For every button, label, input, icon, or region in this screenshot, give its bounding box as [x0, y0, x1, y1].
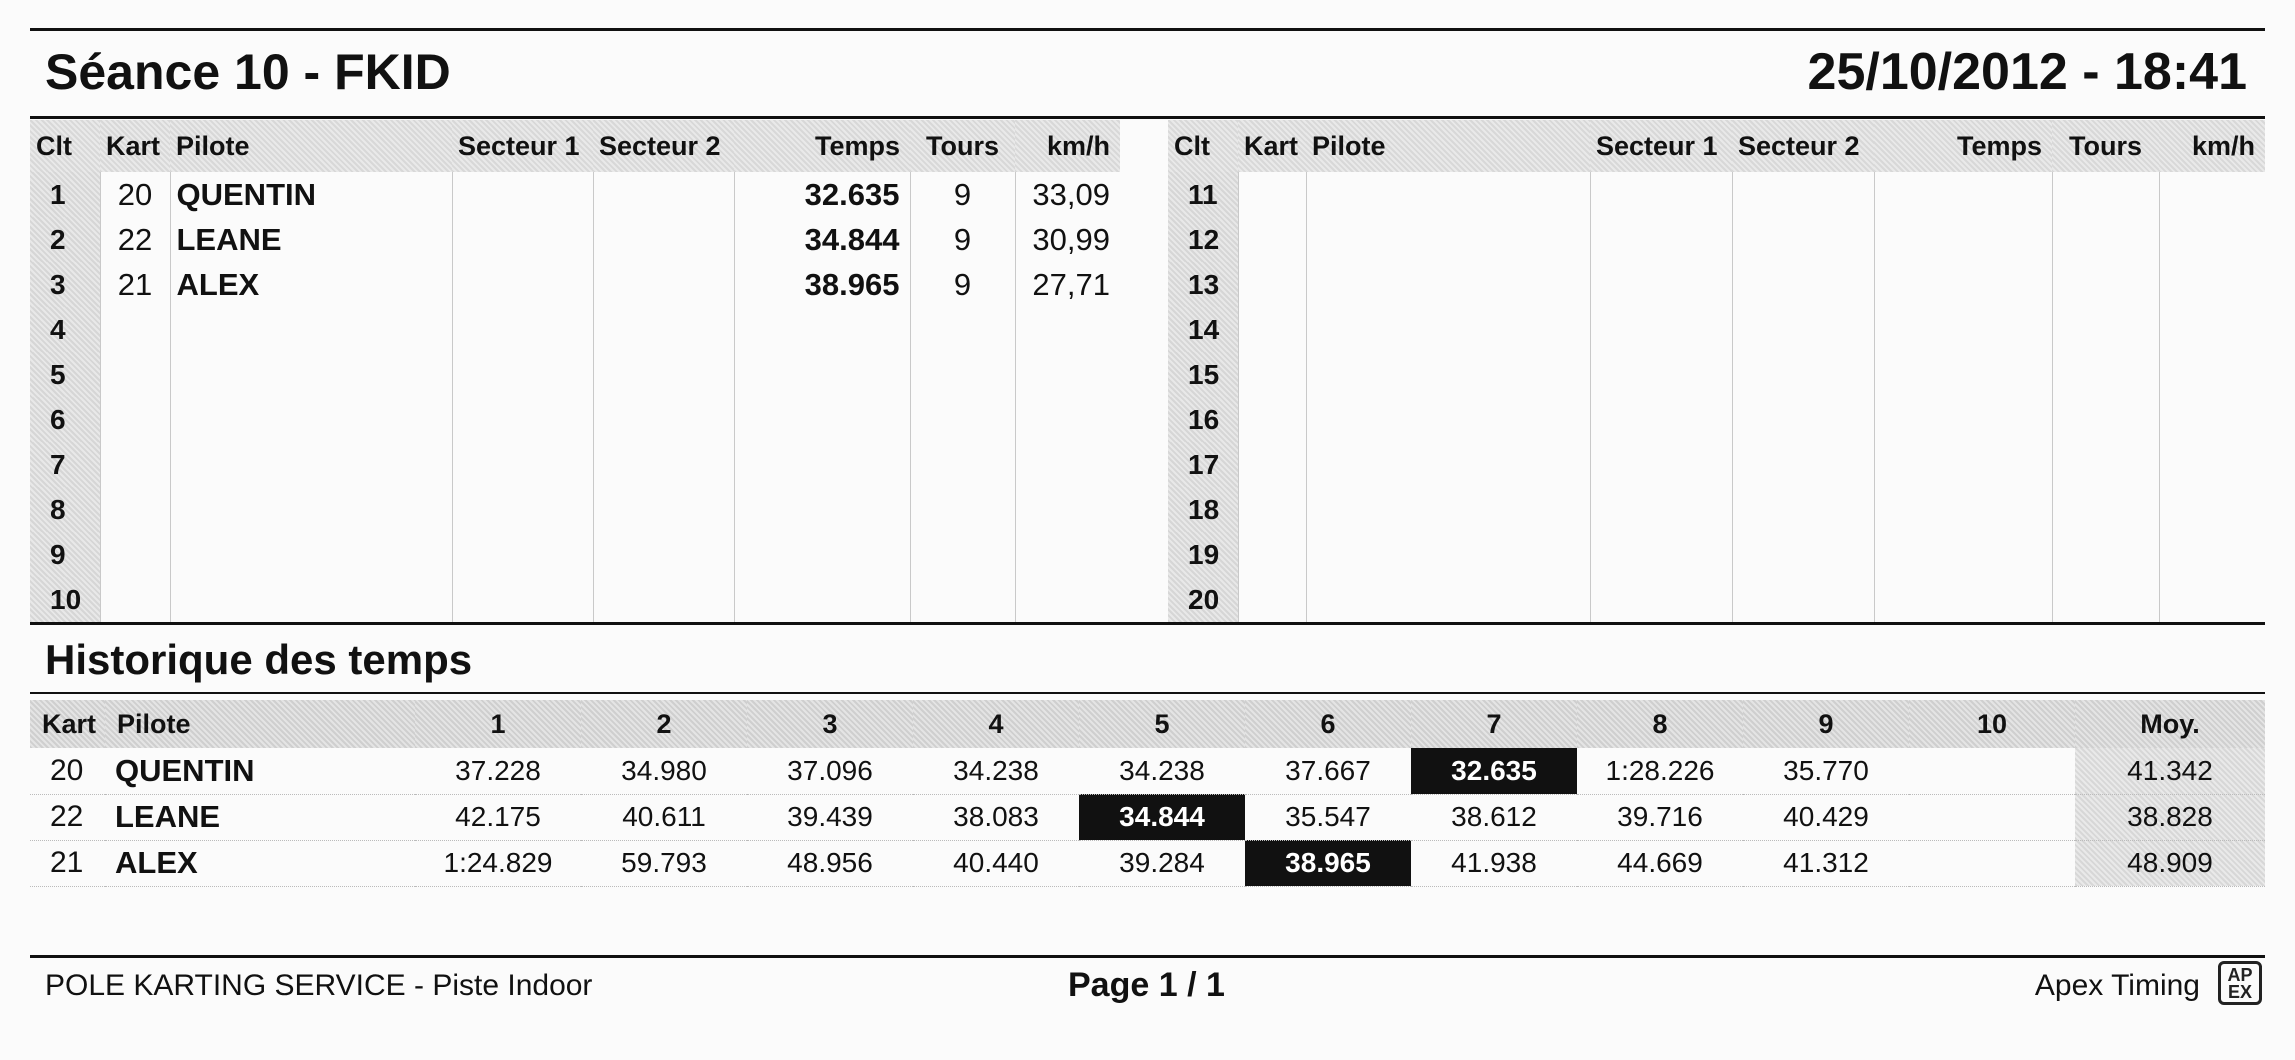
classification-row [30, 172, 1120, 217]
laps-cell [2052, 397, 2159, 442]
col-clt: Clt [1168, 120, 1238, 172]
lap-time-cell: 39.284 [1079, 840, 1245, 886]
lap-time-cell: 37.667 [1245, 748, 1411, 794]
pilot-name-cell [170, 397, 452, 442]
laps-cell [2052, 172, 2159, 217]
col-tours: Tours [910, 120, 1015, 172]
page-indicator: Page 1 / 1 [1068, 966, 1225, 1004]
kart-cell: 20 [100, 172, 170, 217]
average-cell: 48.909 [2075, 840, 2265, 886]
sector-1-cell [1590, 487, 1732, 532]
speed-cell [2159, 307, 2265, 352]
sector-1-cell [452, 577, 593, 622]
best-time-cell: 32.635 [734, 172, 910, 217]
history-row [30, 748, 2265, 794]
sector-2-cell [1732, 217, 1874, 262]
sector-1-cell [1590, 532, 1732, 577]
position-cell: 8 [30, 487, 100, 532]
sector-1-cell [1590, 397, 1732, 442]
speed-cell: 33,09 [1015, 172, 1120, 217]
classification-row [30, 532, 1120, 577]
sector-1-cell [452, 352, 593, 397]
kart-cell [1238, 307, 1306, 352]
sector-2-cell [1732, 397, 1874, 442]
speed-cell [1015, 352, 1120, 397]
col-pilote: Pilote [1306, 120, 1590, 172]
laps-cell: 9 [910, 262, 1015, 307]
sector-2-cell [1732, 307, 1874, 352]
speed-cell [1015, 532, 1120, 577]
pilot-name-cell: ALEX [170, 262, 452, 307]
col-tours: Tours [2052, 120, 2159, 172]
pilot-name-cell [170, 307, 452, 352]
col-clt: Clt [30, 120, 100, 172]
classification-row [30, 577, 1120, 622]
laps-cell [910, 442, 1015, 487]
classification-row [30, 442, 1120, 487]
position-cell: 18 [1168, 487, 1238, 532]
history-col-header: Kart [30, 700, 105, 748]
history-col-header: 6 [1245, 700, 1411, 748]
best-time-cell: 38.965 [734, 262, 910, 307]
pilot-name-cell [170, 487, 452, 532]
sector-1-cell [1590, 217, 1732, 262]
lap-time-cell: 38.612 [1411, 794, 1577, 840]
history-col-header: 4 [913, 700, 1079, 748]
speed-cell [2159, 352, 2265, 397]
best-time-cell [1874, 217, 2052, 262]
best-time-cell [734, 352, 910, 397]
history-table [30, 700, 2265, 887]
laps-cell [2052, 217, 2159, 262]
position-cell: 5 [30, 352, 100, 397]
best-lap-cell: 34.844 [1079, 794, 1245, 840]
history-col-header: 1 [415, 700, 581, 748]
classification-row [30, 217, 1120, 262]
col-secteur-1: Secteur 1 [452, 120, 593, 172]
lap-time-cell [1909, 794, 2075, 840]
position-cell: 14 [1168, 307, 1238, 352]
history-pilot-cell: LEANE [105, 794, 415, 840]
lap-time-cell: 34.238 [913, 748, 1079, 794]
classification-header-row [1168, 120, 2265, 172]
lap-time-cell: 39.716 [1577, 794, 1743, 840]
speed-cell [2159, 532, 2265, 577]
laps-cell [910, 397, 1015, 442]
pilot-name-cell [1306, 442, 1590, 487]
col-temps: Temps [734, 120, 910, 172]
speed-cell [2159, 487, 2265, 532]
kart-cell [100, 352, 170, 397]
best-time-cell [734, 442, 910, 487]
laps-cell [2052, 352, 2159, 397]
sector-2-cell [593, 487, 734, 532]
best-time-cell [1874, 172, 2052, 217]
history-rule [30, 692, 2265, 694]
lap-time-cell: 41.938 [1411, 840, 1577, 886]
pilot-name-cell [1306, 487, 1590, 532]
classification-row [30, 352, 1120, 397]
position-cell: 1 [30, 172, 100, 217]
position-cell: 20 [1168, 577, 1238, 622]
lap-time-cell [1909, 748, 2075, 794]
footer-vendor: Apex Timing [2034, 969, 2200, 1002]
kart-cell [1238, 172, 1306, 217]
sector-1-cell [1590, 352, 1732, 397]
col-kmh: km/h [2159, 120, 2265, 172]
history-col-header: 9 [1743, 700, 1909, 748]
speed-cell [2159, 397, 2265, 442]
sector-1-cell [1590, 307, 1732, 352]
history-col-header: Moy. [2075, 700, 2265, 748]
pilot-name-cell [1306, 577, 1590, 622]
sector-2-cell [1732, 262, 1874, 307]
kart-cell [1238, 262, 1306, 307]
position-cell: 7 [30, 442, 100, 487]
history-kart-cell: 20 [30, 748, 105, 794]
lap-time-cell: 37.228 [415, 748, 581, 794]
sector-1-cell [452, 307, 593, 352]
history-title: Historique des temps [45, 636, 473, 683]
speed-cell [2159, 577, 2265, 622]
lap-time-cell: 40.611 [581, 794, 747, 840]
sector-1-cell [452, 442, 593, 487]
kart-cell [100, 532, 170, 577]
kart-cell [1238, 442, 1306, 487]
position-cell: 15 [1168, 352, 1238, 397]
lap-time-cell: 35.547 [1245, 794, 1411, 840]
classification-row [1168, 577, 2265, 622]
sector-1-cell [452, 397, 593, 442]
lap-time-cell: 40.440 [913, 840, 1079, 886]
position-cell: 4 [30, 307, 100, 352]
speed-cell [2159, 217, 2265, 262]
classification-row [1168, 532, 2265, 577]
average-cell: 41.342 [2075, 748, 2265, 794]
col-temps: Temps [1874, 120, 2052, 172]
classification-row [1168, 262, 2265, 307]
position-cell: 19 [1168, 532, 1238, 577]
history-col-header: 5 [1079, 700, 1245, 748]
sector-1-cell [452, 172, 593, 217]
pilot-name-cell [170, 442, 452, 487]
classification-bottom-rule [30, 622, 2265, 625]
pilot-name-cell [170, 352, 452, 397]
lap-time-cell [1909, 840, 2075, 886]
sector-2-cell [1732, 352, 1874, 397]
history-pilot-cell: ALEX [105, 840, 415, 886]
sector-2-cell [1732, 577, 1874, 622]
best-time-cell [1874, 307, 2052, 352]
best-time-cell [1874, 577, 2052, 622]
classification-row [1168, 307, 2265, 352]
pilot-name-cell [1306, 262, 1590, 307]
history-col-header: 10 [1909, 700, 2075, 748]
lap-time-cell: 42.175 [415, 794, 581, 840]
speed-cell [1015, 577, 1120, 622]
lap-time-cell: 38.083 [913, 794, 1079, 840]
position-cell: 9 [30, 532, 100, 577]
history-row [30, 840, 2265, 886]
kart-cell [1238, 397, 1306, 442]
position-cell: 16 [1168, 397, 1238, 442]
classification-row [30, 262, 1120, 307]
sector-1-cell [452, 262, 593, 307]
history-col-header: 8 [1577, 700, 1743, 748]
best-time-cell [734, 487, 910, 532]
sector-2-cell [593, 172, 734, 217]
classification-row [1168, 487, 2265, 532]
history-col-header: Pilote [105, 700, 415, 748]
sector-1-cell [1590, 172, 1732, 217]
lap-time-cell: 35.770 [1743, 748, 1909, 794]
history-col-header: 2 [581, 700, 747, 748]
classification-row [30, 397, 1120, 442]
lap-time-cell: 59.793 [581, 840, 747, 886]
history-header-row [30, 700, 2265, 748]
col-secteur-2: Secteur 2 [593, 120, 734, 172]
sector-2-cell [1732, 532, 1874, 577]
classification-table-left [30, 120, 1120, 622]
laps-cell [2052, 442, 2159, 487]
lap-time-cell: 39.439 [747, 794, 913, 840]
best-time-cell [1874, 487, 2052, 532]
sector-1-cell [1590, 262, 1732, 307]
kart-cell [1238, 487, 1306, 532]
position-cell: 17 [1168, 442, 1238, 487]
best-time-cell [734, 532, 910, 577]
classification-row [1168, 352, 2265, 397]
sector-2-cell [593, 397, 734, 442]
speed-cell [2159, 442, 2265, 487]
pilot-name-cell [1306, 172, 1590, 217]
laps-cell: 9 [910, 172, 1015, 217]
pilot-name-cell [170, 577, 452, 622]
sector-2-cell [593, 577, 734, 622]
lap-time-cell: 1:28.226 [1577, 748, 1743, 794]
pilot-name-cell [170, 532, 452, 577]
laps-cell [910, 352, 1015, 397]
position-cell: 6 [30, 397, 100, 442]
col-kmh: km/h [1015, 120, 1120, 172]
classification-row [1168, 172, 2265, 217]
position-cell: 2 [30, 217, 100, 262]
lap-time-cell: 34.238 [1079, 748, 1245, 794]
kart-cell [100, 397, 170, 442]
history-kart-cell: 22 [30, 794, 105, 840]
apex-logo-icon: AP EX [2218, 961, 2262, 1005]
speed-cell [1015, 397, 1120, 442]
kart-cell: 22 [100, 217, 170, 262]
sector-2-cell [1732, 442, 1874, 487]
speed-cell [1015, 442, 1120, 487]
sector-1-cell [452, 487, 593, 532]
lap-time-cell: 44.669 [1577, 840, 1743, 886]
laps-cell [910, 487, 1015, 532]
sector-1-cell [452, 532, 593, 577]
laps-cell [2052, 532, 2159, 577]
best-lap-cell: 38.965 [1245, 840, 1411, 886]
laps-cell [2052, 307, 2159, 352]
kart-cell [1238, 532, 1306, 577]
pilot-name-cell [1306, 307, 1590, 352]
kart-cell [1238, 352, 1306, 397]
classification-row [1168, 442, 2265, 487]
best-time-cell [734, 397, 910, 442]
sector-1-cell [452, 217, 593, 262]
session-datetime: 25/10/2012 - 18:41 [1807, 43, 2247, 101]
header-rule [30, 116, 2265, 119]
history-col-header: 3 [747, 700, 913, 748]
best-time-cell [1874, 532, 2052, 577]
col-kart: Kart [100, 120, 170, 172]
laps-cell [910, 307, 1015, 352]
position-cell: 10 [30, 577, 100, 622]
sector-2-cell [593, 307, 734, 352]
lap-time-cell: 48.956 [747, 840, 913, 886]
history-pilot-cell: QUENTIN [105, 748, 415, 794]
classification-row [30, 487, 1120, 532]
speed-cell [1015, 487, 1120, 532]
classification-row [1168, 397, 2265, 442]
laps-cell [2052, 487, 2159, 532]
sector-2-cell [1732, 487, 1874, 532]
sector-2-cell [593, 352, 734, 397]
speed-cell [2159, 262, 2265, 307]
sector-1-cell [1590, 577, 1732, 622]
sector-1-cell [1590, 442, 1732, 487]
laps-cell [2052, 577, 2159, 622]
sector-2-cell [593, 532, 734, 577]
best-time-cell [1874, 352, 2052, 397]
laps-cell [910, 577, 1015, 622]
col-secteur-1: Secteur 1 [1590, 120, 1732, 172]
speed-cell: 27,71 [1015, 262, 1120, 307]
top-rule [30, 28, 2265, 31]
lap-time-cell: 41.312 [1743, 840, 1909, 886]
kart-cell [100, 487, 170, 532]
col-kart: Kart [1238, 120, 1306, 172]
speed-cell: 30,99 [1015, 217, 1120, 262]
best-lap-cell: 32.635 [1411, 748, 1577, 794]
best-time-cell [734, 307, 910, 352]
history-row [30, 794, 2265, 840]
best-time-cell [1874, 262, 2052, 307]
kart-cell: 21 [100, 262, 170, 307]
kart-cell [1238, 217, 1306, 262]
sector-2-cell [593, 217, 734, 262]
sector-2-cell [593, 262, 734, 307]
lap-time-cell: 1:24.829 [415, 840, 581, 886]
history-kart-cell: 21 [30, 840, 105, 886]
footer-rule [30, 955, 2265, 958]
kart-cell [100, 442, 170, 487]
laps-cell [910, 532, 1015, 577]
classification-row [30, 307, 1120, 352]
pilot-name-cell: QUENTIN [170, 172, 452, 217]
kart-cell [100, 577, 170, 622]
pilot-name-cell [1306, 532, 1590, 577]
kart-cell [1238, 577, 1306, 622]
laps-cell: 9 [910, 217, 1015, 262]
laps-cell [2052, 262, 2159, 307]
pilot-name-cell [1306, 397, 1590, 442]
kart-cell [100, 307, 170, 352]
session-title: Séance 10 - FKID [45, 44, 451, 100]
speed-cell [1015, 307, 1120, 352]
best-time-cell: 34.844 [734, 217, 910, 262]
classification-table-right [1168, 120, 2265, 622]
col-pilote: Pilote [170, 120, 452, 172]
lap-time-cell: 37.096 [747, 748, 913, 794]
classification-header-row [30, 120, 1120, 172]
pilot-name-cell [1306, 217, 1590, 262]
classification-row [1168, 217, 2265, 262]
average-cell: 38.828 [2075, 794, 2265, 840]
best-time-cell [734, 577, 910, 622]
lap-time-cell: 40.429 [1743, 794, 1909, 840]
sector-2-cell [1732, 172, 1874, 217]
footer-venue: POLE KARTING SERVICE - Piste Indoor [45, 969, 593, 1002]
position-cell: 12 [1168, 217, 1238, 262]
lap-time-cell: 34.980 [581, 748, 747, 794]
best-time-cell [1874, 397, 2052, 442]
best-time-cell [1874, 442, 2052, 487]
position-cell: 13 [1168, 262, 1238, 307]
history-col-header: 7 [1411, 700, 1577, 748]
pilot-name-cell: LEANE [170, 217, 452, 262]
position-cell: 3 [30, 262, 100, 307]
speed-cell [2159, 172, 2265, 217]
sector-2-cell [593, 442, 734, 487]
pilot-name-cell [1306, 352, 1590, 397]
col-secteur-2: Secteur 2 [1732, 120, 1874, 172]
position-cell: 11 [1168, 172, 1238, 217]
